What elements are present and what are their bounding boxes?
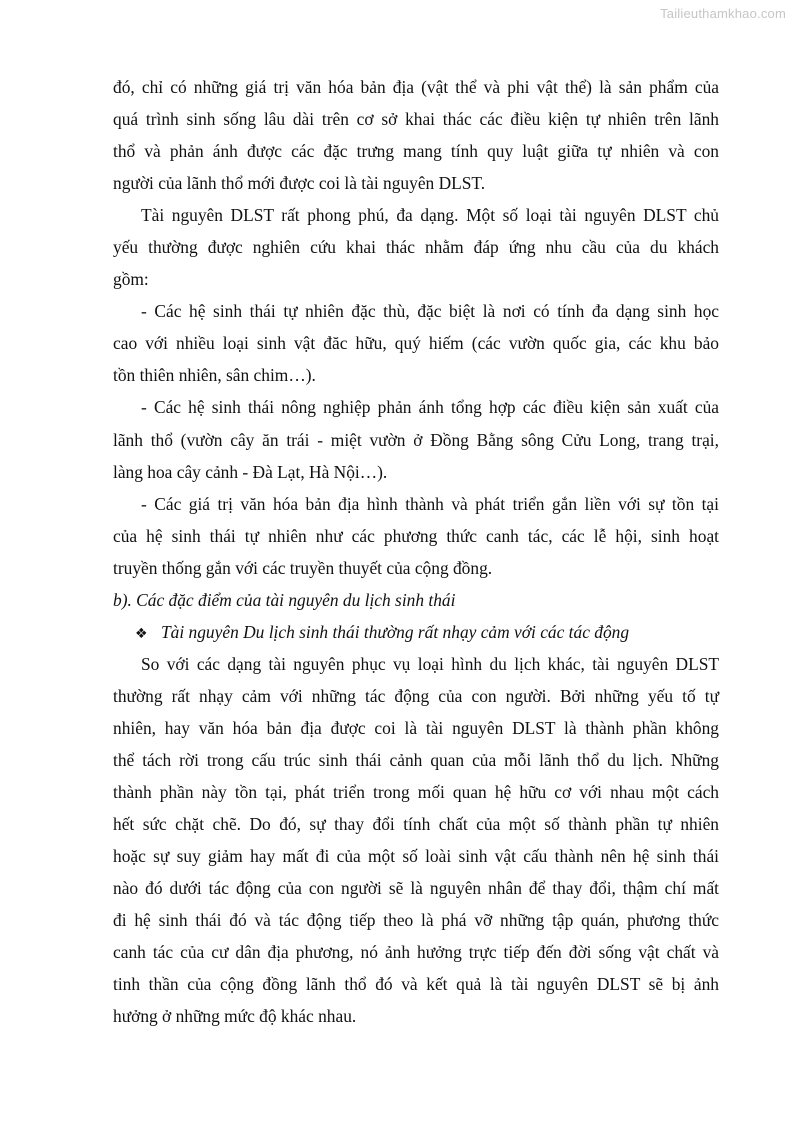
body-line: người của lãnh thổ mới được coi là tài nguyên DLST. [113, 173, 486, 194]
watermark-text: Tailieuthamkhao.com [660, 6, 786, 21]
body-line: làng hoa cây cảnh - Đà Lạt, Hà Nội…). [113, 461, 388, 482]
list-item-first-line: - Các hệ sinh thái tự nhiên đặc thù, đặc biệt là nơi có tính đa dạng sinh học [141, 301, 719, 322]
body-line: cao với nhiều loại sinh vật đăc hữu, quý hiếm (các vườn quốc gia, các khu bảo [113, 333, 719, 354]
body-line: hết sức chặt chẽ. Do đó, sự thay đổi tính chất của một số thành phần tự nhiên [113, 814, 719, 835]
body-line: đi hệ sinh thái đó và tác động tiếp theo là phá vỡ những tập quán, phương thức [113, 910, 719, 931]
body-line: thành phần này tồn tại, phát triển trong mối quan hệ hữu cơ với nhau một cách [113, 782, 719, 803]
body-line: nhiên, hay văn hóa bản địa được coi là tài nguyên DLST là thành phần không [113, 717, 719, 738]
list-item-first-line: - Các giá trị văn hóa bản địa hình thành và phát triển gắn liền với sự tồn tại [141, 493, 719, 514]
body-line: thể tách rời trong cấu trúc sinh thái cảnh quan của mỗi lãnh thổ du lịch. Những [113, 749, 719, 770]
body-line: lãnh thổ (vườn cây ăn trái - miệt vườn ở Đồng Bằng sông Cửu Long, trang trại, [113, 429, 719, 450]
body-line: gồm: [113, 269, 149, 290]
body-line: hưởng ở những mức độ khác nhau. [113, 1006, 357, 1027]
body-line: yếu thường được nghiên cứu khai thác nhằm đáp ứng nhu cầu của du khách [113, 237, 719, 258]
body-line: nào đó dưới tác động của con người sẽ là nguyên nhân để thay đổi, thậm chí mất [113, 878, 719, 899]
body-line: canh tác của cư dân địa phương, nó ảnh hưởng trực tiếp đến đời sống vật chất và [113, 942, 719, 963]
body-line: đó, chỉ có những giá trị văn hóa bản địa (vật thể và phi vật thể) là sản phẩm của [113, 77, 719, 97]
body-line: của hệ sinh thái tự nhiên như các phương thức canh tác, các lễ hội, sinh hoạt [113, 525, 719, 546]
subheading-text: Tài nguyên Du lịch sinh thái thường rất nhạy cảm với các tác động [161, 621, 630, 642]
paragraph-first-line: So với các dạng tài nguyên phục vụ loại hình du lịch khác, tài nguyên DLST [141, 653, 719, 674]
diamond-bullet-icon: ❖ [135, 625, 148, 642]
paragraph-first-line: Tài nguyên DLST rất phong phú, đa dạng. Một số loại tài nguyên DLST chủ [141, 205, 719, 226]
list-item-first-line: - Các hệ sinh thái nông nghiệp phản ánh tổng hợp các điều kiện sản xuất của [141, 397, 719, 418]
body-line: truyền thống gắn với các truyền thuyết của cộng đồng. [113, 557, 493, 578]
section-heading: b). Các đặc điểm của tài nguyên du lịch sinh thái [113, 589, 456, 610]
body-line: tồn thiên nhiên, sân chim…). [113, 365, 316, 386]
document-page [113, 71, 719, 1032]
body-line: thường rất nhạy cảm với những tác động của con người. Bởi những yếu tố tự [113, 685, 719, 706]
body-line: hoặc sự suy giảm hay mất đi của một số loài sinh vật cấu thành nên hệ sinh thái [113, 846, 719, 867]
body-line: thổ và phản ánh được các đặc trưng mang tính quy luật giữa tự nhiên và con [113, 141, 719, 162]
body-line: quá trình sinh sống lâu dài trên cơ sở khai thác các điều kiện tự nhiên trên lãnh [113, 109, 719, 130]
body-line: tinh thần của cộng đồng lãnh thổ đó và kết quả là tài nguyên DLST sẽ bị ảnh [113, 974, 719, 995]
bullet-subheading [113, 616, 719, 648]
